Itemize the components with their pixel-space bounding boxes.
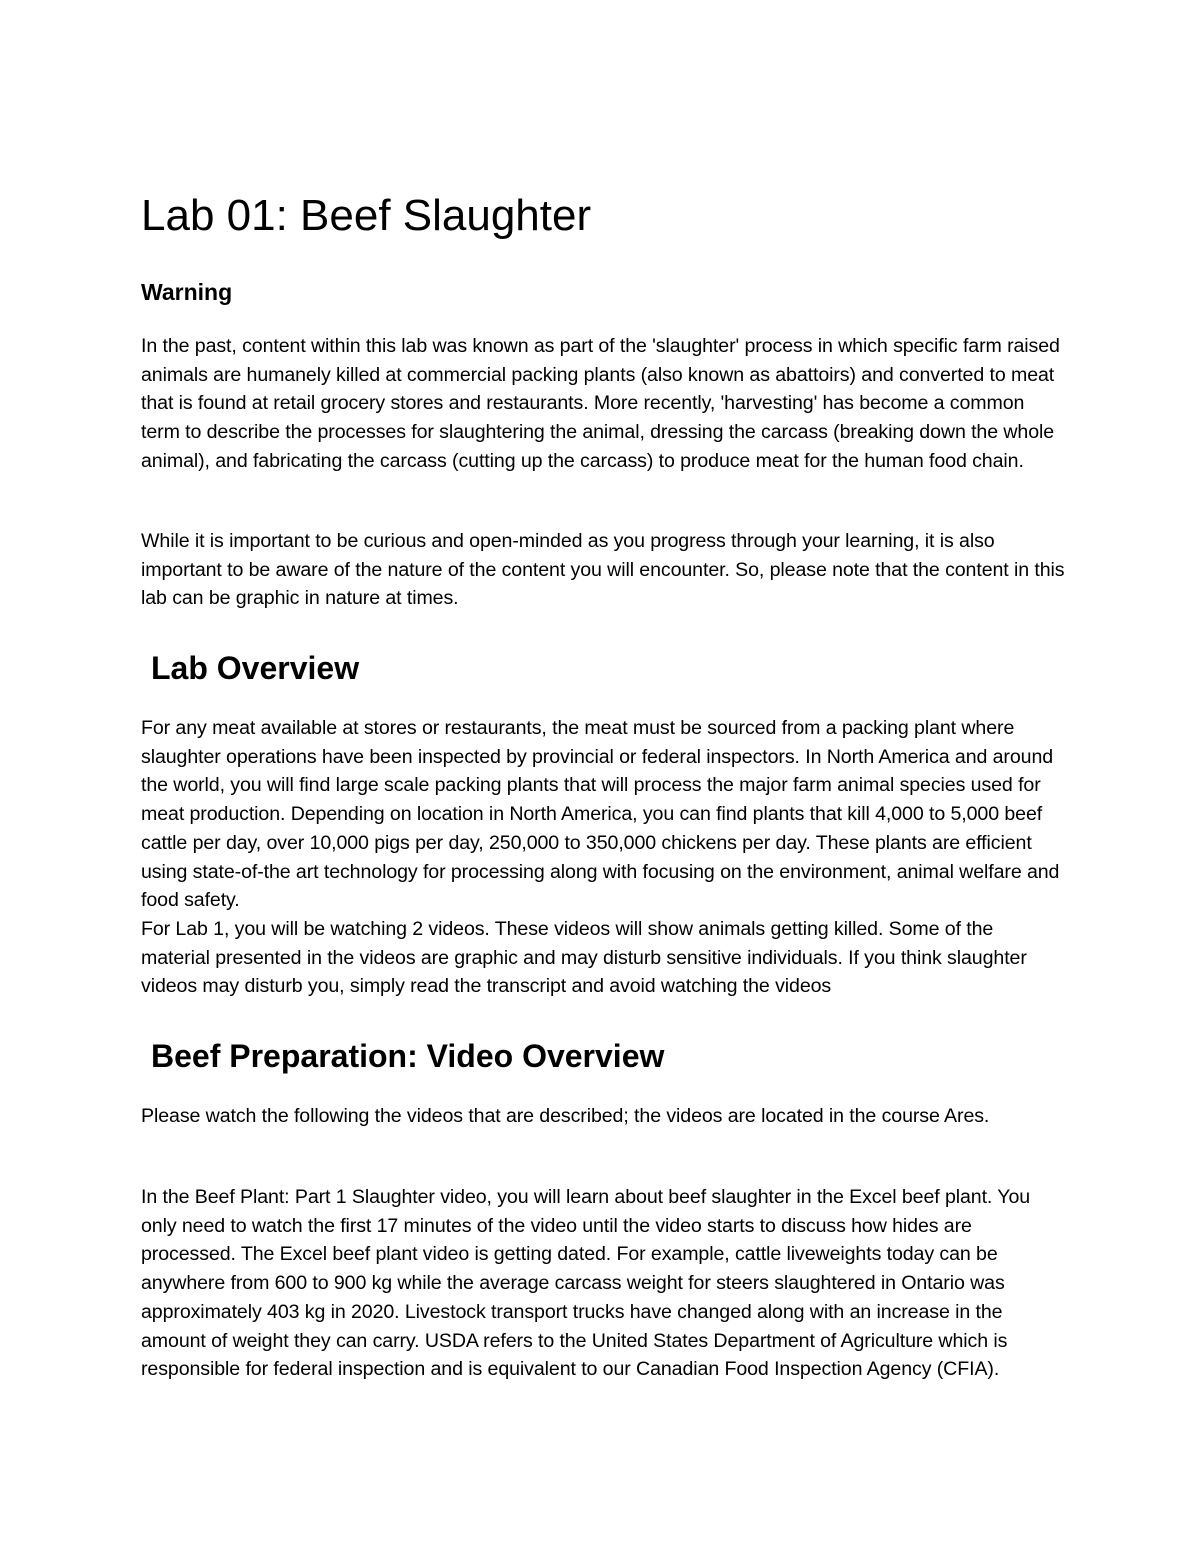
beef-preparation-paragraph: Please watch the following the videos that are described; the videos are located in the course Ares.: [141, 1105, 990, 1127]
page-title: Lab 01: Beef Slaughter: [141, 191, 592, 240]
warning-paragraph: While it is important to be curious and open-minded as you progress through your learning, it is also important to be aware of the nature of the content you will encounter. So, please note that the content in this lab can be graphic in nature at times.: [141, 530, 1065, 610]
lab-overview-paragraph: For Lab 1, you will be watching 2 videos. These videos will show animals getting killed. Some of the material presented in the videos are graphic and may disturb sensitive individuals. If you think slaughter videos may disturb you, simply read the transcript and avoid watching the videos: [141, 918, 1027, 998]
beef-preparation-heading: Beef Preparation: Video Overview: [151, 1038, 665, 1074]
warning-heading: Warning: [141, 279, 233, 305]
lab-overview-paragraph: For any meat available at stores or restaurants, the meat must be sourced from a packing plant where slaughter operations have been inspected by provincial or federal inspectors. In North America and around the world, you will find large scale packing plants that will process the major farm animal species used for meat production. Depending on location in North America, you can find plants that kill 4,000 to 5,000 beef cattle per day, over 10,000 pigs per day, 250,000 to 350,000 chickens per day. These plants are efficient using state-of-the art technology for processing along with focusing on the environment, animal welfare and food safety.: [141, 717, 1060, 912]
lab-overview-heading: Lab Overview: [151, 650, 360, 686]
beef-preparation-paragraph: In the Beef Plant: Part 1 Slaughter video, you will learn about beef slaughter in the Excel beef plant. You only need to watch the first 17 minutes of the video until the video starts to discuss how hides are processed. The Excel beef plant video is getting dated. For example, cattle liveweights today can be anywhere from 600 to 900 kg while the average carcass weight for steers slaughtered in Ontario was approximately 403 kg in 2020. Livestock transport trucks have changed along with an increase in the amount of weight they can carry. USDA refers to the United States Department of Agriculture which is responsible for federal inspection and is equivalent to our Canadian Food Inspection Agency (CFIA).: [141, 1186, 1031, 1381]
warning-paragraph: In the past, content within this lab was known as part of the 'slaughter' process in which specific farm raised animals are humanely killed at commercial packing plants (also known as abattoirs) and converted to meat that is found at retail grocery stores and restaurants. More recently, 'harvesting' has become a common term to describe the processes for slaughtering the animal, dressing the carcass (breaking down the whole animal), and fabricating the carcass (cutting up the carcass) to produce meat for the human food chain.: [141, 335, 1060, 472]
